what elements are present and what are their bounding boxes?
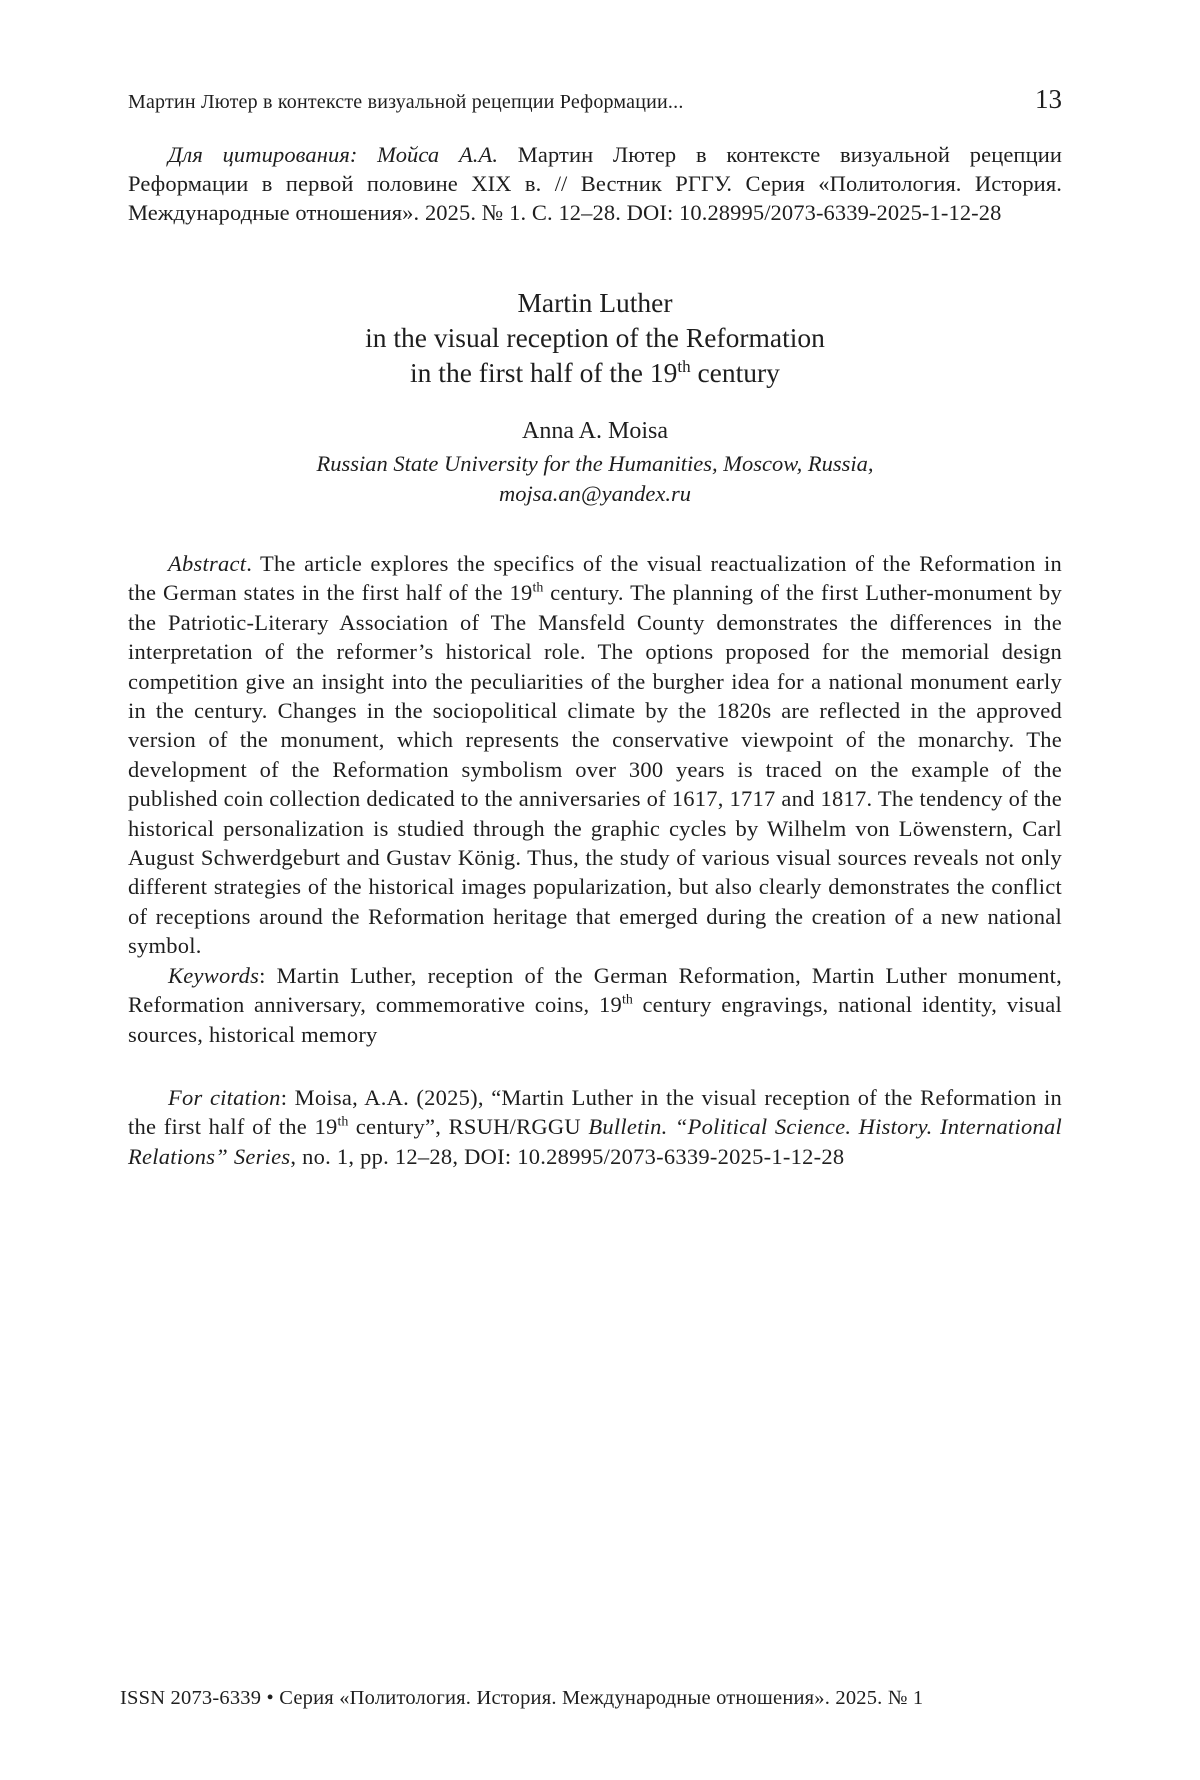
keywords-paragraph: [128, 961, 1062, 1049]
abstract-text-1: . The article explores the specifics of the visual reactualization of the Reformation in the German states in the first half of the 19: [128, 551, 1062, 606]
affiliation-line: Russian State University for the Humanities, Moscow, Russia,: [316, 451, 874, 476]
page-number: 13: [1035, 84, 1062, 114]
for-citation-text-1: : Moisa, A.A. (2025), “Martin Luther in the visual reception of the Reformation in the first half of the 19: [128, 1084, 1062, 1140]
author-affiliation: [128, 449, 1062, 509]
for-citation-text-3: , no. 1, pp. 12–28, DOI: 10.28995/2073-6339-2025-1-12-28: [290, 1143, 845, 1169]
article-title: [128, 285, 1062, 390]
for-citation-label: For citation: [168, 1084, 281, 1110]
title-ordinal-superscript: th: [677, 356, 691, 376]
title-line-3: [128, 355, 1062, 390]
running-title: Мартин Лютер в контексте визуальной рецепции Реформации...: [128, 91, 684, 113]
author-email: mojsa.an@yandex.ru: [499, 481, 691, 506]
abstract-keywords-block: [128, 549, 1062, 1049]
page-footer: ISSN 2073-6339 • Серия «Политология. История. Международные отношения». 2025. № 1: [120, 1687, 924, 1709]
for-citation-ordinal-superscript: th: [337, 1114, 349, 1130]
title-line-2: in the visual reception of the Reformation: [365, 322, 825, 353]
keywords-text-2: century engravings, national identity, visual sources, historical memory: [128, 992, 1062, 1047]
keywords-text-1: : Martin Luther, reception of the German Reformation, Martin Luther monument, Reformation anniversary, commemorative coins, 19: [128, 962, 1062, 1018]
keywords-label: Keywords: [168, 962, 260, 988]
keywords-ordinal-superscript: th: [622, 992, 633, 1008]
abstract-ordinal-superscript: th: [532, 580, 544, 596]
page-header: [128, 84, 1062, 115]
author-name: Anna A. Moisa: [522, 418, 668, 444]
for-citation-journal-title: Bulletin. “Political Science. History. International Relations” Series: [128, 1114, 1062, 1169]
citation-ru-label: Для цитирования: Мойса А.А.: [168, 142, 499, 167]
citation-ru-paragraph: [128, 140, 1062, 227]
abstract-label: Abstract: [168, 551, 247, 576]
title-line-3-text: in the first half of the 19: [410, 357, 678, 388]
abstract-paragraph: [128, 549, 1062, 961]
for-citation-text-2: century”, RSUH/RGGU: [348, 1114, 589, 1140]
title-line-3-tail: century: [690, 357, 780, 388]
title-line-1: Martin Luther: [517, 287, 673, 318]
for-citation-paragraph: [128, 1083, 1062, 1171]
citation-ru-text: Мартин Лютер в контексте визуальной рецепции Реформации в первой половине XIX в. // Вестник РГГУ. Серия «Политология. История. Международные отношения». 2025. № 1. С. 12–28. DOI: 10.28995/2073-6339-2025-1-12-28: [128, 142, 1062, 225]
abstract-text-2: century. The planning of the first Luther-monument by the Patriotic-Literary Association of The Mansfeld County demonstrates the differences in the interpretation of the reformer’s historical role. The options proposed for the memorial design competition give an insight into the peculiarities of the burgher idea for a national monument early in the century. Changes in the sociopolitical climate by the 1820s are reflected in the approved version of the monument, which represents the conservative viewpoint of the monarchy. The development of the Reformation symbolism over 300 years is traced on the example of the published coin collection dedicated to the anniversaries of 1617, 1717 and 1817. The tendency of the historical personalization is studied through the graphic cycles by Wilhelm von Löwenstern, Carl August Schwerdgeburt and Gustav König. Thus, the study of various visual sources reveals not only different strategies of the historical images popularization, but also clearly demonstrates the conflict of receptions around the Reformation heritage that emerged during the creation of a new national symbol.: [128, 580, 1062, 959]
